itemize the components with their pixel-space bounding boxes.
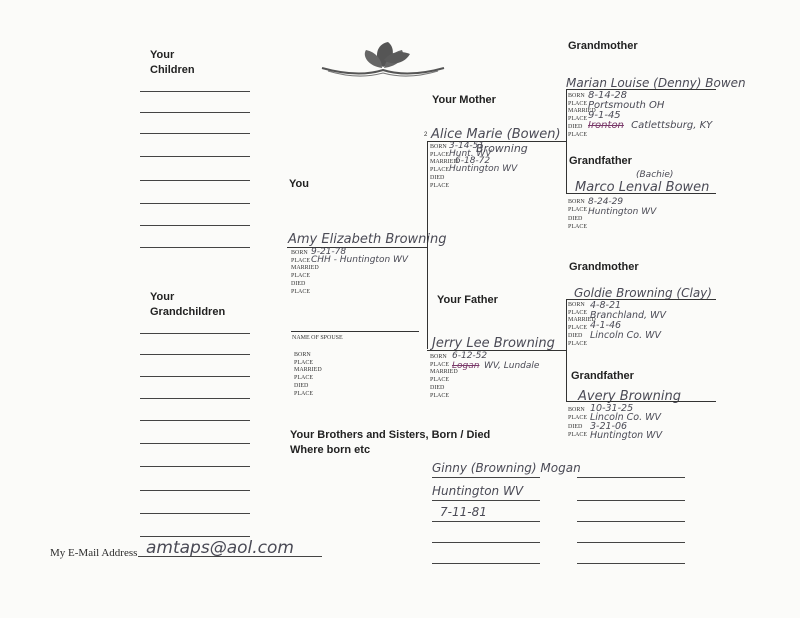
grandmother-paternal-heading: Grandmother [569,261,639,273]
your-father-heading: Your Father [437,294,498,306]
sibling-line[interactable] [432,542,540,543]
father-name-line [427,350,567,351]
mother-parents-connector [566,89,567,193]
mother-name[interactable]: Alice Marie (Bowen) [431,127,561,142]
grandchildren-line[interactable] [140,490,250,491]
mother-number: 2 [424,132,428,138]
maternal-grandfather-values: 8-24-29 Huntington WV [588,197,657,217]
maternal-grandmother-name[interactable]: Marian Louise (Denny) Bowen [566,76,746,90]
sibling-line[interactable] [577,521,685,522]
you-name-line [287,247,427,248]
maternal-grandfather-name[interactable]: Marco Lenval Bowen [575,180,710,195]
maternal-grandfather-nickname: (Bachie) [636,170,674,180]
maternal-grandmother-fields: BORN PLACE MARRIED PLACE DIED PLACE [568,93,596,138]
your-mother-heading: Your Mother [432,94,496,106]
maternal-grandfather-fields: BORN PLACE DIED PLACE [568,199,588,230]
you-name[interactable]: Amy Elizabeth Browning [288,232,447,247]
mother-name-extra: Browning [476,142,528,155]
father-fields: BORN PLACE MARRIED PLACE DIED PLACE [430,354,458,399]
grandchildren-line[interactable] [140,376,250,377]
maternal-grandfather-line [566,193,716,194]
grandchildren-line[interactable] [140,466,250,467]
grandfather-paternal-heading: Grandfather [571,370,634,382]
children-line[interactable] [140,203,250,204]
mother-fields: BORN PLACE MARRIED PLACE DIED PLACE [430,144,458,189]
children-line[interactable] [140,133,250,134]
email-label: My E-Mail Address [50,547,138,559]
sibling-date[interactable]: 7-11-81 [440,505,487,519]
father-name[interactable]: Jerry Lee Browning [432,336,555,351]
siblings-heading: Your Brothers and Sisters, Born / Died Where born etc [290,429,491,456]
paternal-grandmother-line [566,299,716,300]
grandmother-maternal-heading: Grandmother [568,40,638,52]
you-heading: You [289,178,309,190]
maternal-grandmother-died-place: Catlettsburg, KY [631,120,713,131]
children-line[interactable] [140,112,250,113]
maternal-grandmother-values: 8-14-28 Portsmouth OH 9-1-45 Ironton Catlettsburg, KY [588,90,713,131]
email-value[interactable]: amtaps@aol.com [146,538,294,558]
grandchildren-line[interactable] [140,354,250,355]
sibling-line[interactable] [432,521,540,522]
paternal-grandfather-fields: BORN PLACE DIED PLACE [568,407,588,439]
sibling-line[interactable] [577,563,685,564]
grandchildren-line[interactable] [140,443,250,444]
sibling-line[interactable] [577,477,685,478]
your-children-heading: Your Children [150,49,195,76]
grandfather-maternal-heading: Grandfather [569,155,632,167]
paternal-grandmother-fields: BORN PLACE MARRIED PLACE DIED PLACE [568,302,596,347]
father-place: WV, Lundale [484,361,540,371]
grandchildren-line[interactable] [140,536,250,537]
paternal-grandfather-line [566,401,716,402]
children-line[interactable] [140,91,250,92]
spouse-line[interactable] [291,331,419,332]
children-line[interactable] [140,247,250,248]
maternal-grandmother-died-struck: Ironton [588,120,624,131]
paternal-grandfather-name[interactable]: Avery Browning [578,389,681,404]
grandchildren-line[interactable] [140,398,250,399]
sibling-line[interactable] [577,542,685,543]
you-parents-connector [427,141,428,349]
email-line[interactable] [138,556,322,557]
grandchildren-line[interactable] [140,333,250,334]
you-fields: BORN PLACE MARRIED PLACE DIED PLACE [291,250,319,295]
paternal-grandmother-name[interactable]: Goldie Browning (Clay) [574,286,712,300]
sibling-line[interactable] [577,500,685,501]
mother-values: 3-14-51 Hunt. WV 6-18-72 Huntington WV [449,141,518,175]
paternal-grandfather-values: 10-31-25 Lincoln Co. WV 3-21-06 Huntington WV [590,403,663,441]
sibling-place[interactable]: Huntington WV [432,484,524,498]
spouse-label: NAME OF SPOUSE [292,335,343,341]
sibling-line[interactable] [432,563,540,564]
you-values: 9-21-78 CHH - Huntington WV [311,247,409,265]
father-place-struck: Logan [452,361,480,371]
paternal-grandmother-values: 4-8-21 Branchland, WV 4-1-46 Lincoln Co. WV [590,300,666,341]
grandchildren-line[interactable] [140,513,250,514]
sibling-line[interactable] [432,477,540,478]
leaf-ornament-icon [318,34,448,84]
grandchildren-line[interactable] [140,420,250,421]
father-born: 6-12-52 [452,351,488,361]
father-parents-connector [566,299,567,401]
your-grandchildren-heading: Your Grandchildren [150,291,226,318]
children-line[interactable] [140,180,250,181]
sibling-name[interactable]: Ginny (Browning) Mogan [432,461,581,475]
spouse-fields: BORN PLACE MARRIED PLACE DIED PLACE [294,352,322,397]
children-line[interactable] [140,156,250,157]
children-line[interactable] [140,225,250,226]
sibling-line[interactable] [432,500,540,501]
